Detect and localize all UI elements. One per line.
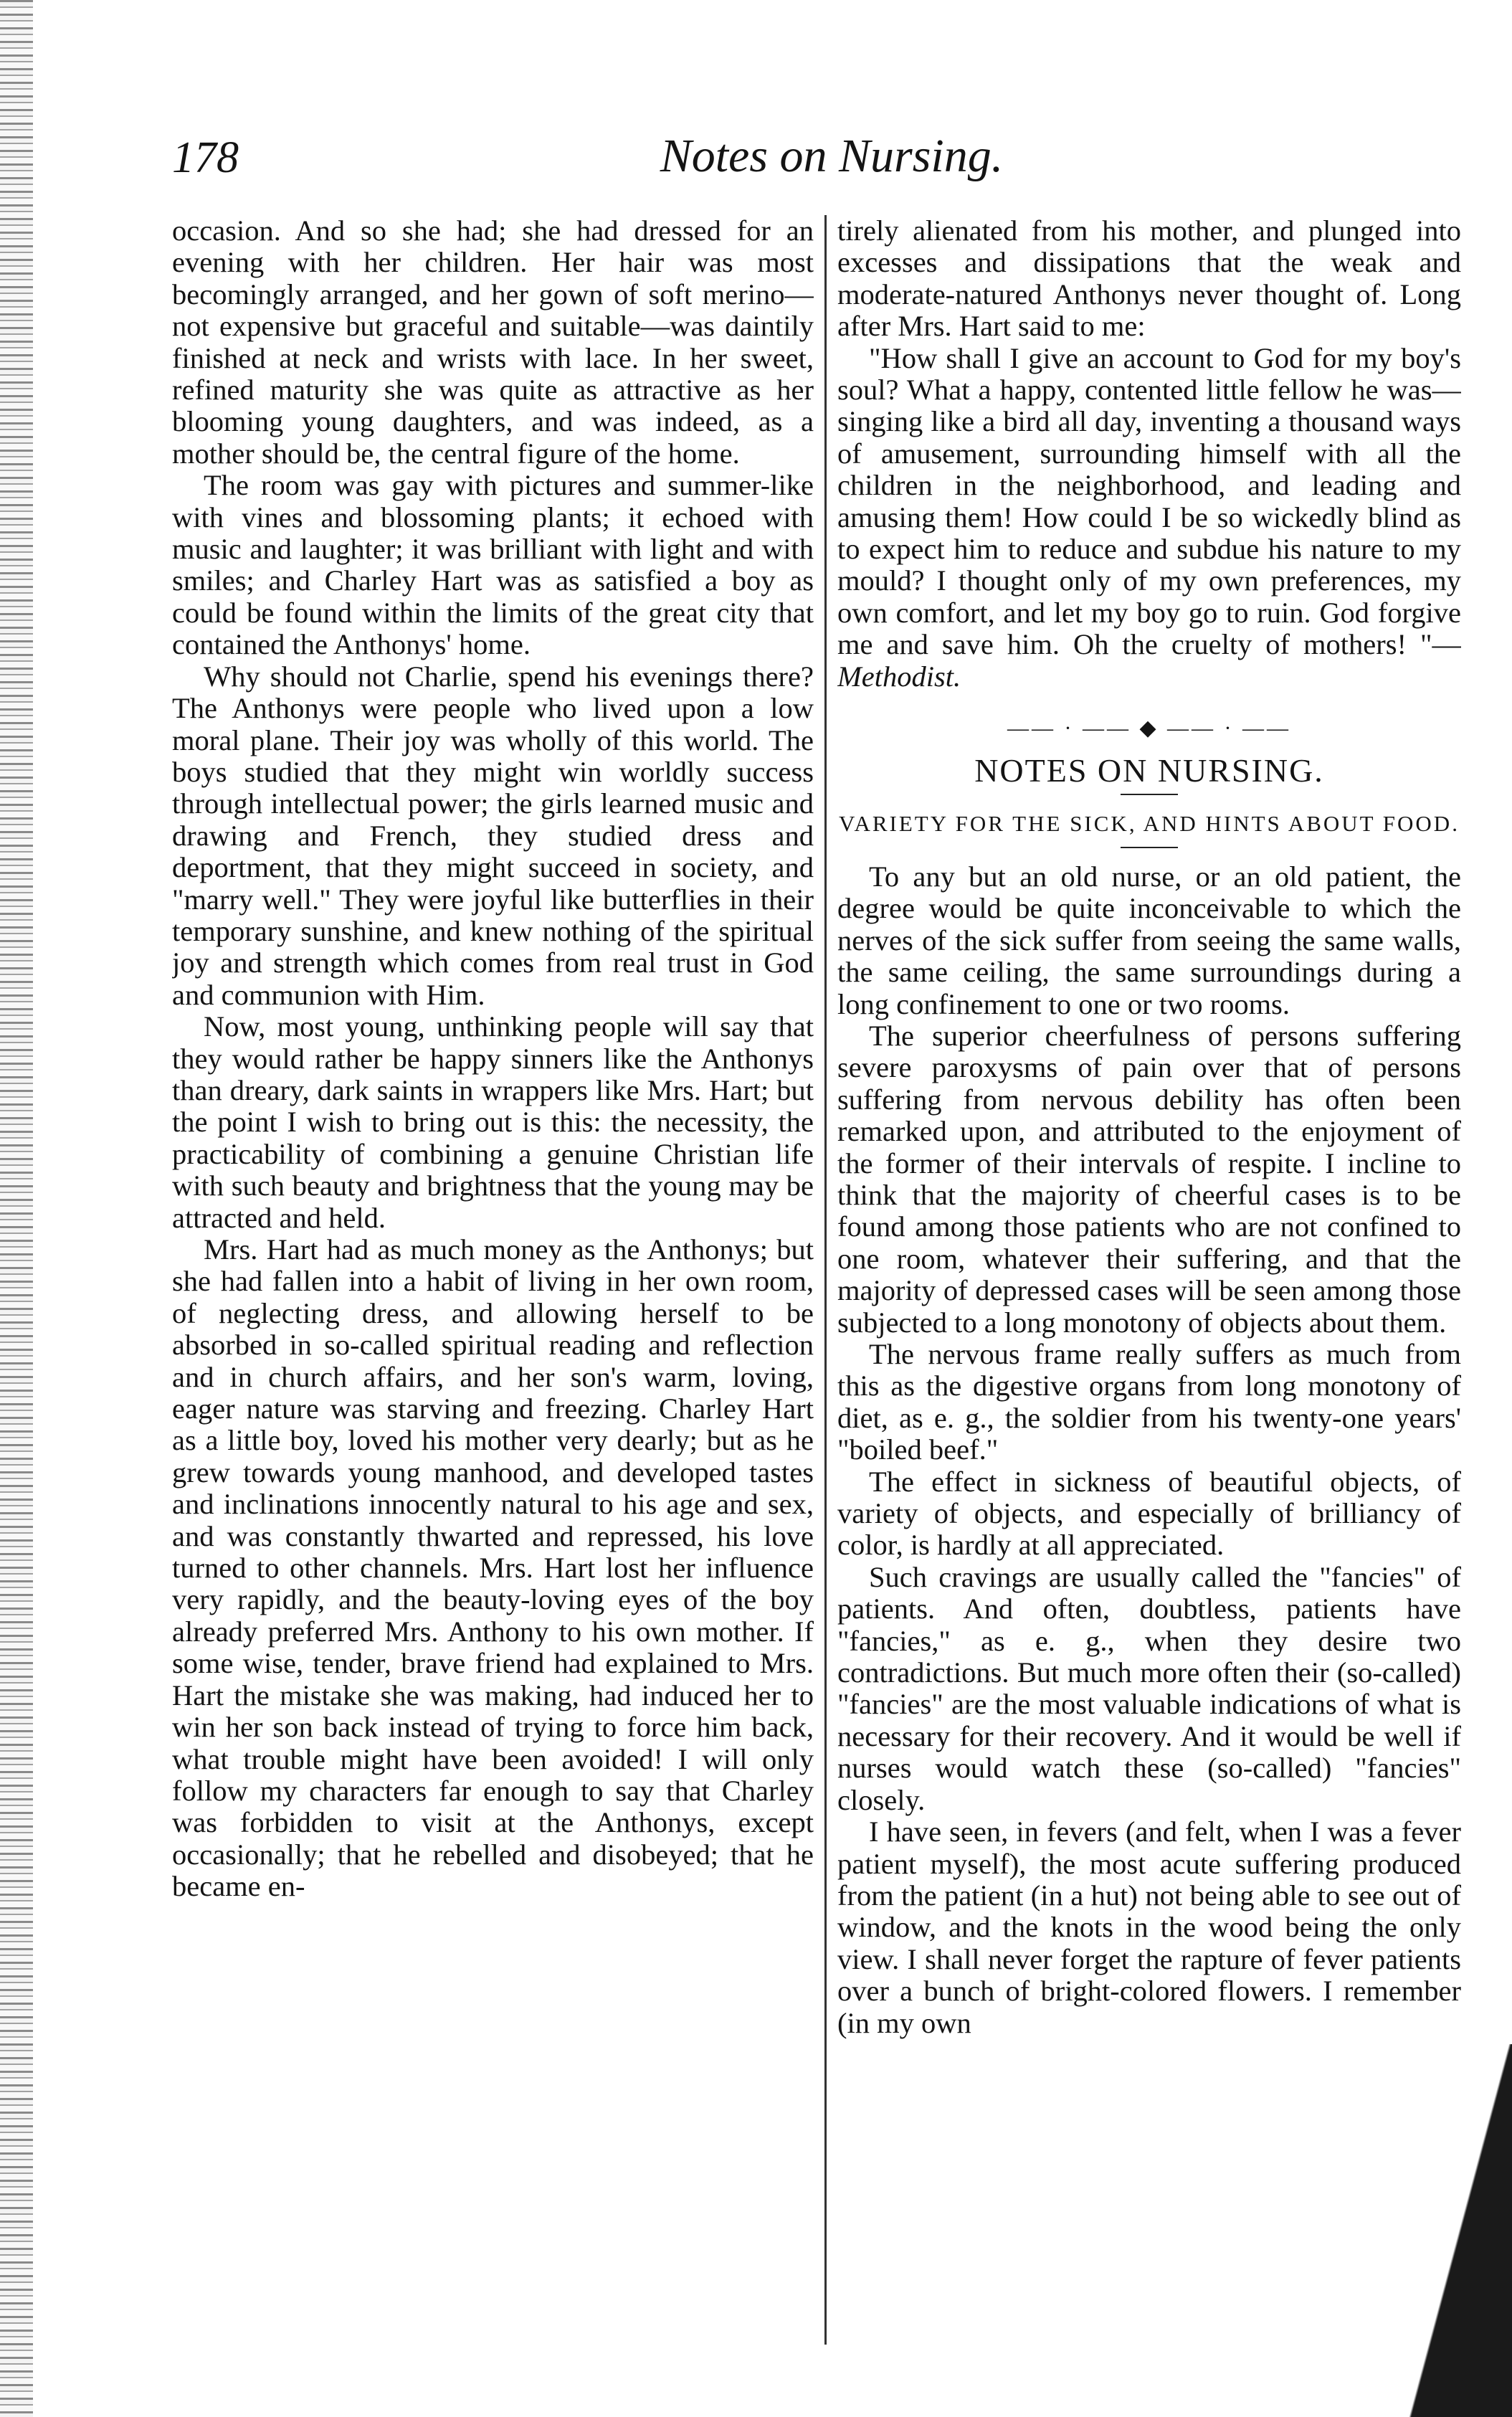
paragraph: tirely alienated from his mother, and plunged into excesses and dissipations that the weak and moderate-natured Anthonys never thought of. Long after Mrs. Hart said to me: [837, 215, 1461, 343]
running-title: Notes on Nursing. [660, 130, 1004, 182]
paragraph: The nervous frame really suffers as much from this as the digestive organs from long monotony of diet, as e. g., the soldier from his twenty-one years' "boiled beef." [837, 1338, 1461, 1466]
right-column [837, 215, 1461, 2352]
section-title: NOTES ON NURSING. [974, 751, 1324, 789]
paragraph: The superior cheerfulness of persons suffering severe paroxysms of pain over that of persons suffering from nervous debility has often been remarked upon, and attributed to the enjoyment of the former of their intervals of respite. I incline to think that the majority of cheerful cases is to be found among those patients who are not confined to one room, whatever their suffering, and that the majority of depressed cases will be seen among those subjected to a long monotony of objects about them. [837, 1019, 1461, 1339]
page-number: 178 [172, 133, 239, 182]
left-column [172, 215, 814, 2352]
page-curl-shadow [1383, 2044, 1512, 2417]
paragraph: The effect in sickness of beautiful objects, of variety of objects, and especially of brilliancy of color, is hardly at all appreciated. [837, 1465, 1461, 1562]
paragraph: Now, most young, unthinking people will say that they would rather be happy sinners like the Anthonys than dreary, dark saints in wrappers like Mrs. Hart; but the point I wish to bring out is this: the necessity, the practicability of combining a genuine Christian life with such beauty and brightness that the young may be attracted and held. [172, 1010, 814, 1234]
column-divider [824, 215, 827, 2345]
quote-paragraph [837, 343, 1461, 693]
title-rule [1121, 794, 1178, 795]
paragraph: To any but an old nurse, or an old patient, the degree would be quite inconceivable to which the nerves of the sick suffer from seeing the same walls, the same ceiling, the same surroundings during a long confinement to one or two rooms. [837, 860, 1461, 1020]
paragraph: Mrs. Hart had as much money as the Anthonys; but she had fallen into a habit of living in her own room, of neglecting dress, and allowing herself to be absorbed in so-called spiritual reading and reflection and in church affairs, and her son's warm, loving, eager nature was starving and freezing. Charley Hart as a little boy, loved his mother very dearly; but as he grew towards young manhood, and developed tastes and inclinations innocently natural to his age and sex, and was constantly thwarted and repressed, his love turned to other channels. Mrs. Hart lost her influence very rapidly, and the beauty-loving eyes of the boy already preferred Mrs. Anthony to his own mother. If some wise, tender, brave friend had explained to Mrs. Hart the mistake she was making, had induced her to win her son back instead of trying to force him back, what trouble might have been avoided! I will only follow my characters far enough to say that Charley was forbidden to visit at the Anthonys, except occasionally; that he rebelled and disobeyed; that he became en- [172, 1233, 814, 1903]
paragraph: Why should not Charlie, spend his evenings there? The Anthonys were people who lived upon a low moral plane. Their joy was wholly of this world. The boys studied that they might win worldly success through intellectual power; the girls learned music and drawing and French, they studied dress and deportment, that they might succeed in society, and "marry well." They were joyful like butterflies in their temporary sunshine, and knew nothing of the spiritual joy and strength which comes from real trust in God and communion with Him. [172, 660, 814, 1011]
section-ornament: —— · —— ◆ —— · —— [1007, 716, 1292, 741]
paragraph: occasion. And so she had; she had dressed for an evening with her children. Her hair was most becomingly arranged, and her gown of soft merino—not expensive but graceful and suitable—was daintily finished at neck and wrists with lace. In her sweet, refined maturity she was quite as attractive as her blooming young daughters, and was indeed, as a mother should be, the central figure of the home. [172, 215, 814, 470]
quote-source: Methodist. [837, 660, 961, 693]
subtitle-rule [1121, 847, 1178, 848]
paragraph: Such cravings are usually called the "fancies" of patients. And often, doubtless, patients have "fancies," as e. g., when they desire two contradictions. But much more often their (so-called) "fancies" are the most valuable indications of what is necessary for their recovery. And it would be well if nurses would watch these (so-called) "fancies" closely. [837, 1560, 1461, 1816]
binding-edge [0, 0, 33, 2417]
paragraph: The room was gay with pictures and summer-like with vines and blossoming plants; it echoed with music and laughter; it was brilliant with light and with smiles; and Charley Hart was as satisfied a boy as could be found within the limits of the great city that contained the Anthonys' home. [172, 469, 814, 661]
quote-text: "How shall I give an account to God for my boy's soul? What a happy, contented little fellow he was—singing like a bird all day, inventing a thousand ways of amusement, surrounding himself with all the children in the neighborhood, and leading and amusing them! How could I be so wickedly blind as to expect him to reduce and subdue his nature to my mould? I thought only of my own preferences, my own comfort, and let my boy go to ruin. God forgive me and save him. Oh the cruelty of mothers! "— [837, 341, 1461, 661]
paragraph: I have seen, in fevers (and felt, when I was a fever patient myself), the most acute suffering produced from the patient (in a hut) not being able to see out of window, and the knots in the wood being the only view. I shall never forget the rapture of fever patients over a bunch of bright-colored flowers. I remember (in my own [837, 1815, 1461, 2039]
section-subtitle: VARIETY FOR THE SICK, AND HINTS ABOUT FOOD. [839, 810, 1460, 836]
